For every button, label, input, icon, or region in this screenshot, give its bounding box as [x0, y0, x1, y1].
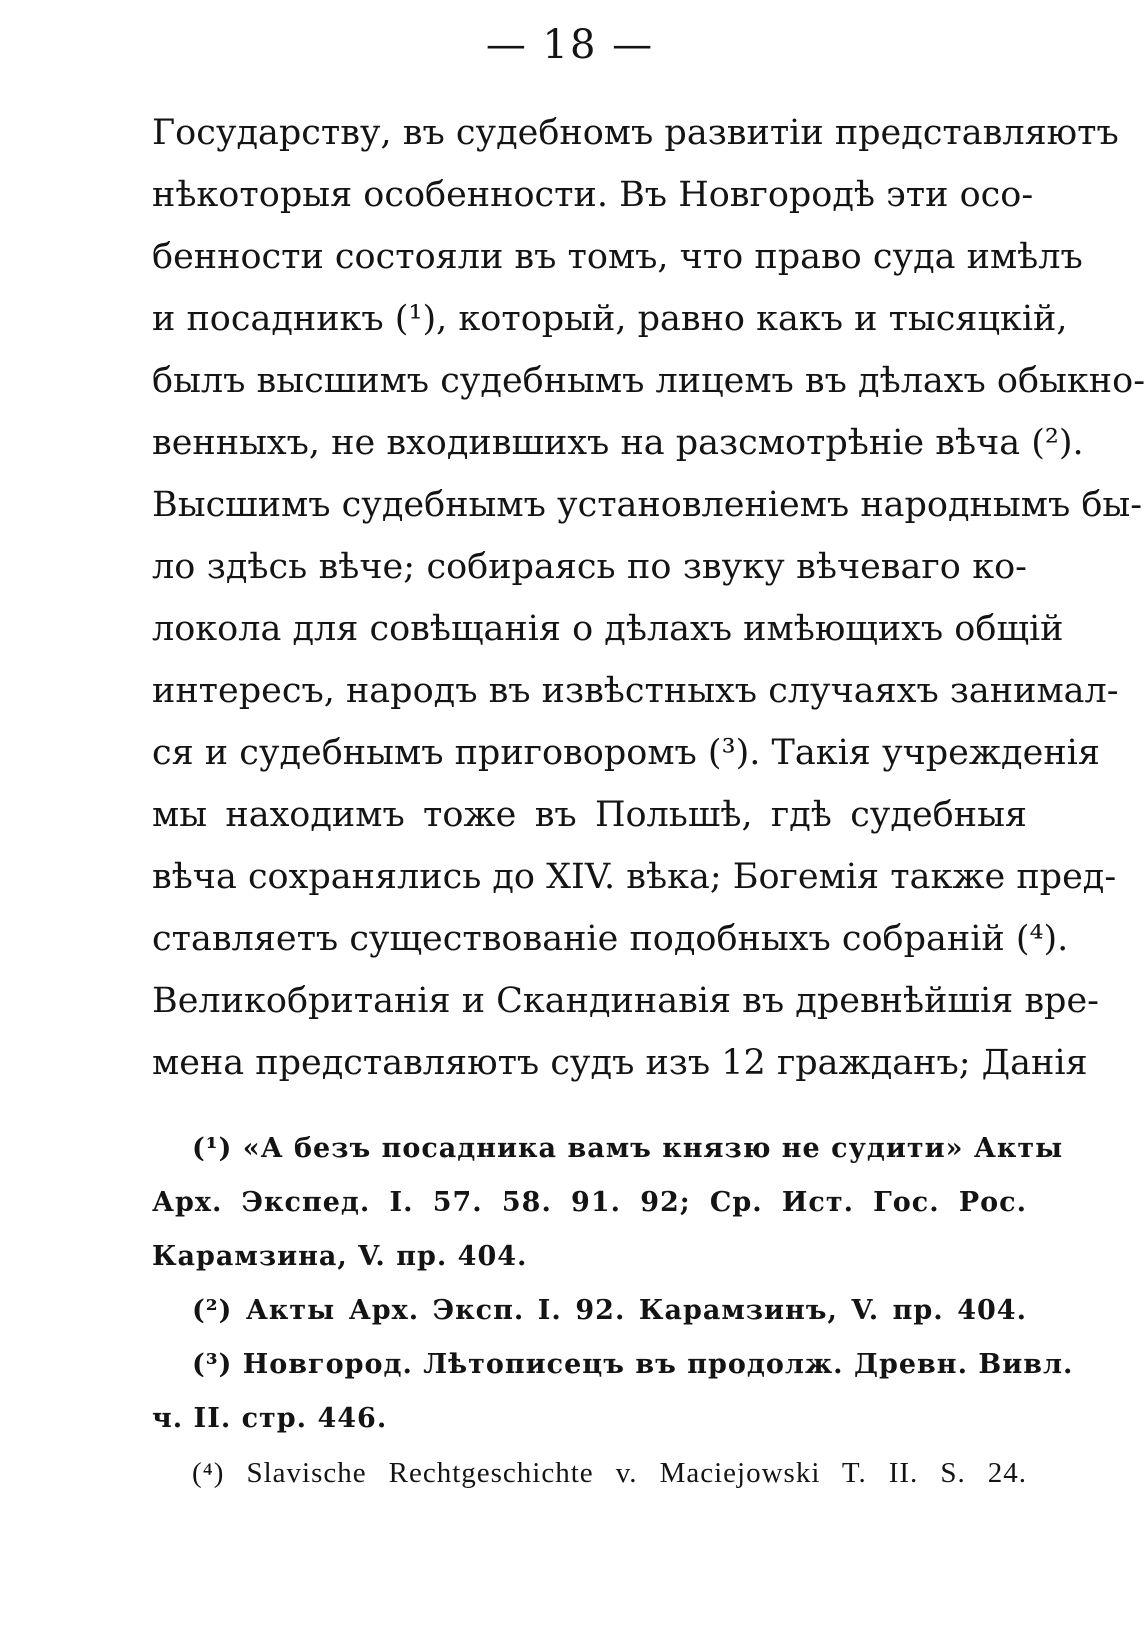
footnote-1: (¹) «А безъ посадника вамъ князю не судити» Акты [192, 1133, 1064, 1164]
footnote-1-continuation: Арх. Экспед. I. 57. 58. 91. 92; Ср. Ист. Гос. Рос. [152, 1187, 1027, 1218]
main-text [152, 102, 1145, 1094]
text-line: вѣча сохранялись до XIV. вѣка; Богемія также пред- [152, 857, 1117, 897]
text-line: Высшимъ судебнымъ установленіемъ народнымъ бы- [152, 485, 1143, 525]
text-line: Великобританія и Скандинавія въ древнѣйшія вре- [152, 981, 1099, 1021]
text-line: нѣкоторыя особенности. Въ Новгородѣ эти осо- [152, 175, 1034, 215]
footnote-1-continuation: Карамзина, V. пр. 404. [152, 1241, 528, 1272]
footnote-3-continuation: ч. II. стр. 446. [152, 1403, 388, 1434]
text-line: бенности состояли въ томъ, что право суда имѣлъ [152, 237, 1083, 277]
text-line: ло здѣсь вѣче; собираясь по звуку вѣчеваго ко- [152, 547, 1027, 587]
footnote-3: (³) Новгород. Лѣтописецъ въ продолж. Древн. Вивл. [192, 1349, 1074, 1380]
text-line: венныхъ, не входившихъ на разсмотрѣніе вѣча (²). [152, 423, 1084, 463]
text-line: интересъ, народъ въ извѣстныхъ случаяхъ занимал- [152, 671, 1119, 711]
text-line: мы находимъ тоже въ Польшѣ, гдѣ судебныя [152, 795, 1027, 835]
text-line: мена представляютъ судъ изъ 12 гражданъ; Данія [152, 1043, 1088, 1083]
text-line: и посадникъ (¹), который, равно какъ и тысяцкій, [152, 299, 1068, 339]
footnote-2: (²) Акты Арх. Эксп. I. 92. Карамзинъ, V. пр. 404. [192, 1295, 1027, 1326]
text-line: локола для совѣщанія о дѣлахъ имѣющихъ общій [152, 609, 1064, 649]
footnotes [152, 1122, 1074, 1500]
text-line: ставляетъ существованіе подобныхъ собраній (⁴). [152, 919, 1069, 959]
text-line: ся и судебнымъ приговоромъ (³). Такія учрежденія [152, 733, 1100, 773]
text-line: былъ высшимъ судебнымъ лицемъ въ дѣлахъ обыкно- [152, 361, 1145, 401]
text-line: Государству, въ судебномъ развитіи представляютъ [152, 113, 1119, 153]
page-number: — 18 — [485, 22, 655, 68]
footnote-4: (⁴) Slavische Rechtgeschichte v. Maciejowski T. II. S. 24. [192, 1457, 1027, 1489]
